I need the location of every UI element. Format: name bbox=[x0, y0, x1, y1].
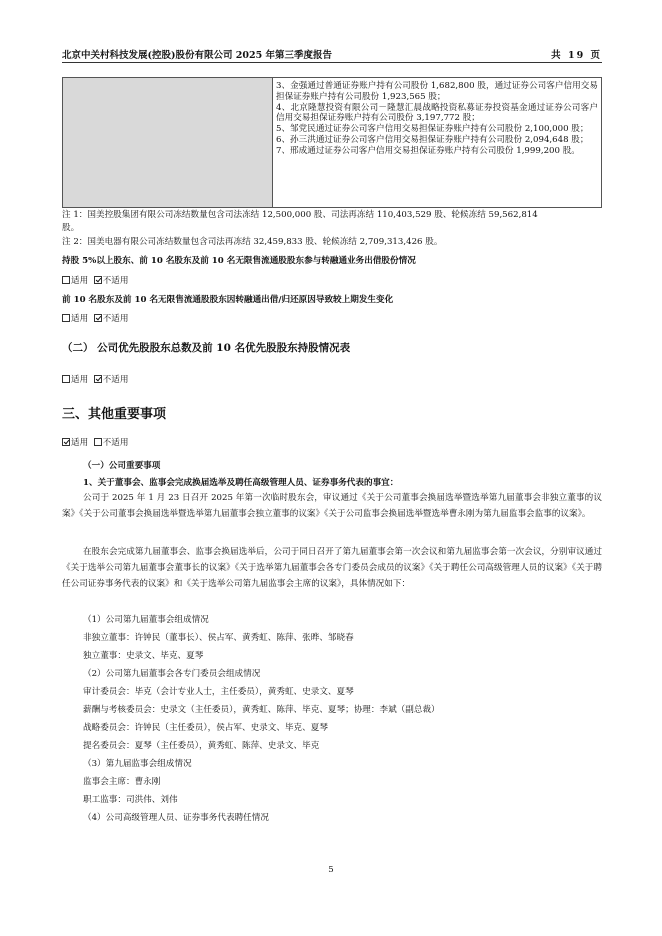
table-note-cell bbox=[276, 81, 598, 157]
detail-line: 战略委员会：许钟民（主任委员），侯占军、史录文、毕克、夏琴 bbox=[83, 723, 328, 733]
paragraph-1: 公司于 2025 年 1 月 23 日召开 2025 年第一次临时股东会，审议通过《关于公司董事会换届选举暨选举第九届董事会非独立董事的议案》《关于公司董事会换届选举暨选举第九届董事会独立董事的议案》《关于公司监事会换届选举暨选举曹永刚为第九届监事会监事的议案》。 bbox=[62, 493, 602, 519]
preferred-checkboxes bbox=[62, 374, 602, 387]
change-checkboxes bbox=[62, 313, 602, 326]
checkbox-applicable-checked[interactable] bbox=[62, 438, 70, 446]
checkbox-label: 适用 bbox=[71, 276, 89, 286]
table-line: 3、金强通过普通证券账户持有公司股份 1,682,800 股，通过证券公司客户信用交易担保证券账户持有公司股份 1,923,565 股； bbox=[276, 81, 598, 102]
checkbox-applicable[interactable] bbox=[62, 314, 70, 322]
table-line: 7、邢成通过证券公司客户信用交易担保证券账户持有公司股份 1,999,200 股。 bbox=[276, 145, 580, 156]
paragraph-2: 在股东会完成第九届董事会、监事会换届选举后，公司于同日召开了第九届董事会第一次会议和第九届监事会第一次会议，分别审议通过《关于选举公司第九届董事会董事长的议案》《关于选举第九届董事会各专门委员会成员的议案》《关于聘任公司高级管理人员的议案》《关于聘任公司证券事务代表的议案》和《关于选举公司第九届监事会主席的议案》，具体情况如下： bbox=[62, 547, 602, 589]
checkbox-label: 不适用 bbox=[102, 314, 129, 324]
detail-line: （4）公司高级管理人员、证券事务代表聘任情况 bbox=[83, 813, 269, 823]
header-divider bbox=[62, 62, 602, 63]
detail-line: （3）第九届监事会组成情况 bbox=[83, 759, 192, 769]
table-shaded-cell bbox=[63, 78, 273, 207]
preferred-shares-heading: （二） 公司优先股股东总数及前 10 名优先股股东持股情况表 bbox=[62, 342, 351, 354]
report-title: 北京中关村科技发展(控股)股份有限公司 2025 年第三季度报告 bbox=[62, 50, 333, 61]
subsection-heading: （一）公司重要事项 bbox=[83, 461, 161, 471]
detail-line: 薪酬与考核委员会：史录文（主任委员），黄秀虹、陈萍、毕克、夏琴；协理：李斌（副总裁） bbox=[83, 705, 440, 715]
detail-line: 职工监事：司洪伟、刘伟 bbox=[83, 795, 178, 805]
detail-line: （2）公司第九届董事会各专门委员会组成情况 bbox=[83, 669, 261, 679]
note-1-cont: 股。 bbox=[62, 223, 80, 233]
table-line: 6、孙三洪通过证券公司客户信用交易担保证券账户持有公司股份 2,094,648 股； bbox=[276, 134, 589, 145]
checkbox-label: 不适用 bbox=[102, 276, 129, 286]
other-matters-heading: 三、其他重要事项 bbox=[62, 407, 167, 422]
checkbox-applicable[interactable] bbox=[62, 276, 70, 284]
checkbox-not-applicable-checked[interactable] bbox=[94, 375, 102, 383]
note-2: 注 2：国美电器有限公司冻结数量包含司法再冻结 32,459,833 股、轮候冻结 2,709,313,426 股。 bbox=[62, 237, 443, 247]
item-1-heading: 1、关于董事会、监事会完成换届选举及聘任高级管理人员、证券事务代表的事宜： bbox=[83, 478, 399, 488]
detail-line: 非独立董事：许钟民（董事长）、侯占军、黄秀虹、陈萍、张晔、邹晓春 bbox=[83, 633, 354, 643]
detail-line: 独立董事：史录文、毕克、夏琴 bbox=[83, 651, 204, 661]
table-line: 5、邹党民通过证券公司客户信用交易担保证券账户持有公司股份 2,100,000 股； bbox=[276, 124, 589, 135]
detail-line: （1）公司第九届董事会组成情况 bbox=[83, 615, 209, 625]
detail-line: 监事会主席：曹永刚 bbox=[83, 777, 161, 787]
checkbox-applicable[interactable] bbox=[62, 375, 70, 383]
page-number: 5 bbox=[328, 865, 334, 875]
detail-line: 提名委员会：夏琴（主任委员），黄秀虹、陈萍、史录文、毕克 bbox=[83, 741, 320, 751]
checkbox-label: 不适用 bbox=[102, 375, 129, 385]
page-count: 共 19 页 bbox=[551, 50, 602, 61]
lending-checkboxes bbox=[62, 275, 602, 288]
checkbox-label: 不适用 bbox=[102, 438, 129, 448]
change-heading: 前 10 名股东及前 10 名无限售流通股股东因转融通出借/归还原因导致较上期发生变化 bbox=[62, 295, 394, 305]
detail-line: 审计委员会：毕克（会计专业人士，主任委员），黄秀虹、史录文、夏琴 bbox=[83, 687, 354, 697]
page-header bbox=[62, 44, 602, 60]
checkbox-not-applicable-checked[interactable] bbox=[94, 314, 102, 322]
checkbox-not-applicable[interactable] bbox=[94, 438, 102, 446]
other-checkboxes bbox=[62, 437, 602, 450]
shareholder-table-continuation bbox=[62, 77, 602, 208]
checkbox-label: 适用 bbox=[71, 375, 89, 385]
checkbox-not-applicable-checked[interactable] bbox=[94, 276, 102, 284]
checkbox-label: 适用 bbox=[71, 438, 89, 448]
table-line: 4、北京隆慧投资有限公司－隆慧汇晨战略投资私募证券投资基金通过证券公司客户信用交易担保证券账户持有公司股份 3,197,772 股； bbox=[276, 102, 598, 124]
note-1: 注 1：国美控股集团有限公司冻结数量包含司法冻结 12,500,000 股、司法再冻结 110,403,529 股、轮候冻结 59,562,814 bbox=[62, 210, 538, 220]
lending-heading: 持股 5%以上股东、前 10 名股东及前 10 名无限售流通股股东参与转融通业务出借股份情况 bbox=[62, 256, 416, 266]
checkbox-label: 适用 bbox=[71, 314, 89, 324]
